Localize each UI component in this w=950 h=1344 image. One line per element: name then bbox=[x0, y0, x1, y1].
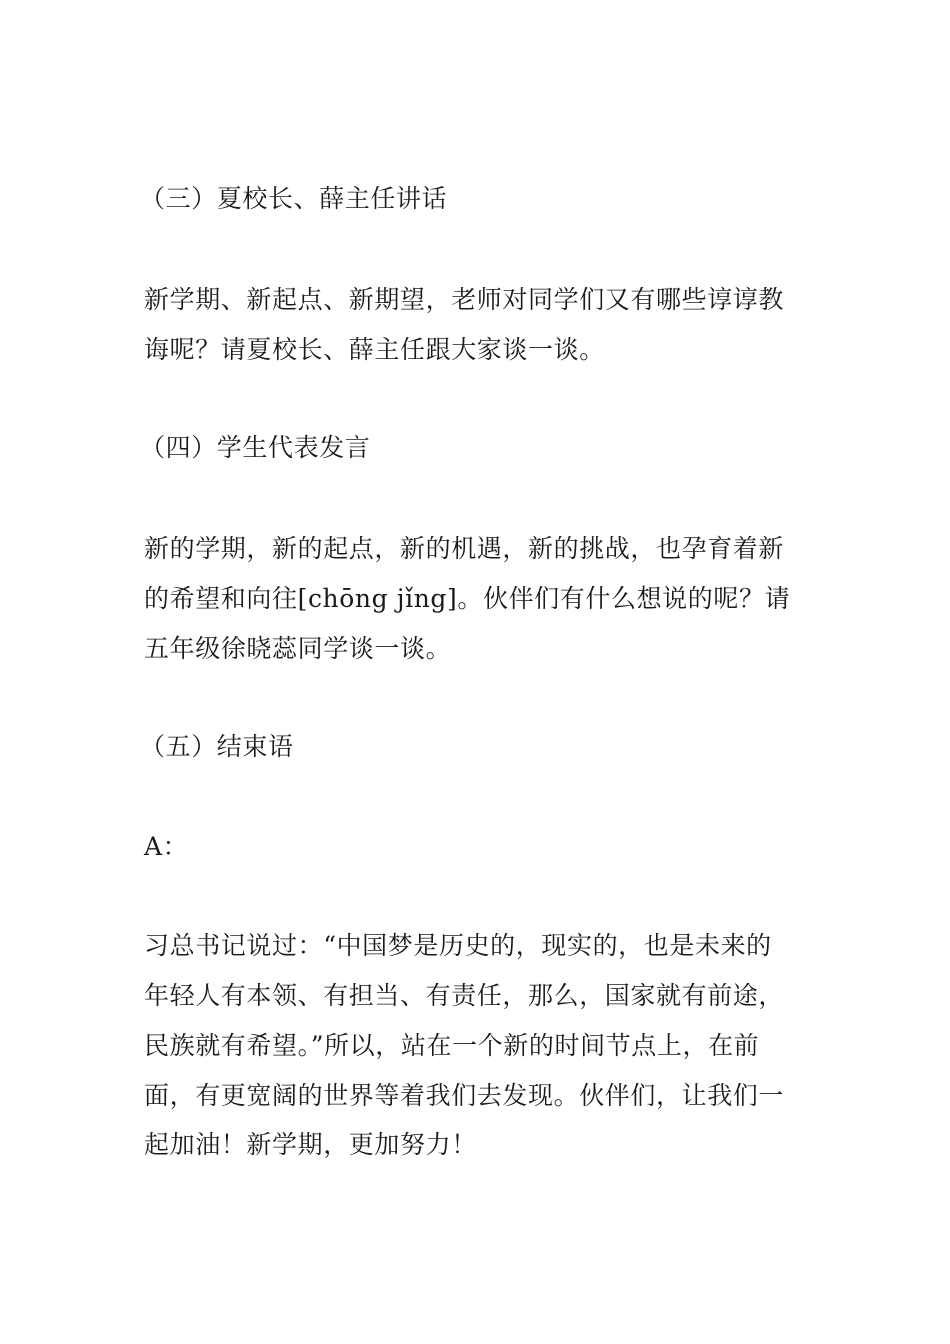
paragraph-line: 民族就有希望。”所以，站在一个新的时间节点上，在前 bbox=[144, 1031, 760, 1060]
paragraph-line: 的希望和向往[chōng jǐng]。伙伴们有什么想说的呢？请 bbox=[144, 584, 791, 613]
section-heading-5: （五）结束语 bbox=[140, 732, 294, 761]
speaker-label: A： bbox=[144, 832, 189, 861]
section-heading-4: （四）学生代表发言 bbox=[140, 433, 371, 462]
paragraph-line: 诲呢？请夏校长、薛主任跟大家谈一谈。 bbox=[144, 335, 605, 364]
paragraph-line: 新的学期，新的起点，新的机遇，新的挑战，也孕育着新 bbox=[144, 534, 785, 563]
paragraph-line: 习总书记说过：“中国梦是历史的，现实的，也是未来的 bbox=[144, 931, 772, 960]
paragraph-line: 起加油！新学期，更加努力！ bbox=[144, 1130, 477, 1159]
paragraph-line: 面，有更宽阔的世界等着我们去发现。伙伴们，让我们一 bbox=[144, 1081, 785, 1110]
paragraph-line: 年轻人有本领、有担当、有责任，那么，国家就有前途， bbox=[144, 981, 785, 1010]
paragraph-line: 新学期、新起点、新期望，老师对同学们又有哪些谆谆教 bbox=[144, 285, 785, 314]
section-heading-3: （三）夏校长、薛主任讲话 bbox=[140, 184, 448, 213]
paragraph-line: 五年级徐晓蕊同学谈一谈。 bbox=[144, 634, 452, 663]
